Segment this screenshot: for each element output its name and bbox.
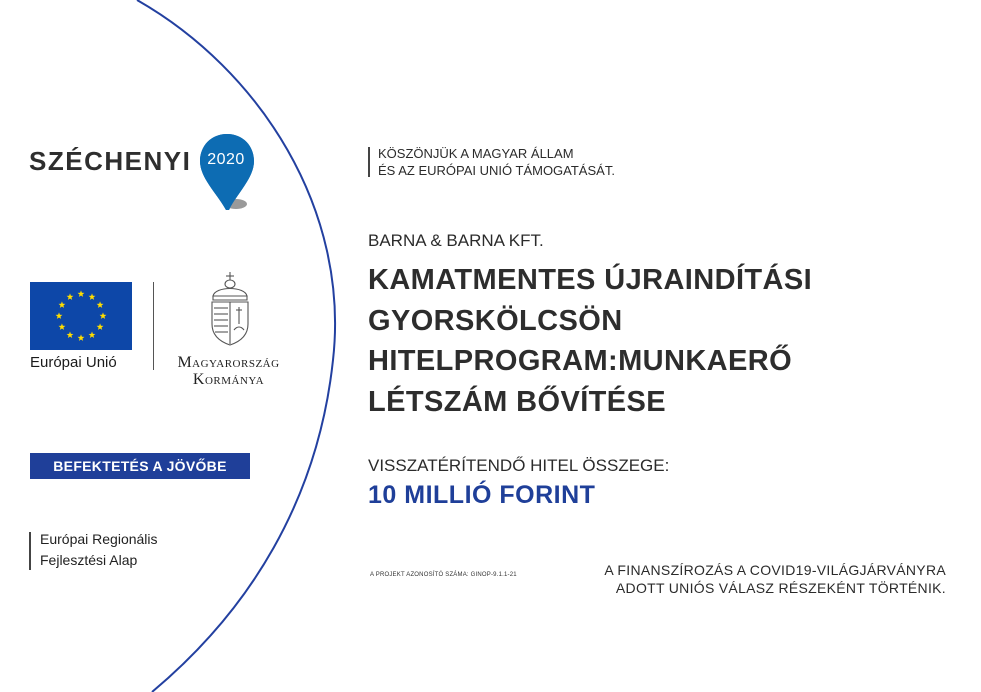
location-pin-icon	[198, 132, 256, 212]
fund-label-line1: Európai Regionális	[40, 531, 158, 547]
thanks-line2: ÉS AZ EURÓPAI UNIÓ TÁMOGATÁSÁT.	[378, 163, 615, 178]
eu-star	[67, 331, 74, 338]
project-title	[368, 260, 928, 422]
loan-amount-label: VISSZATÉRÍTENDŐ HITEL ÖSSZEGE:	[368, 456, 670, 475]
eu-star	[67, 293, 74, 300]
invest-future-badge: BEFEKTETÉS A JÖVŐBE	[30, 453, 250, 479]
funding-note-line1: A FINANSZÍROZÁS A COVID19-VILÁGJÁRVÁNYRA	[604, 562, 946, 578]
eu-star	[59, 301, 66, 308]
thanks-divider	[368, 147, 370, 177]
project-title-line: LÉTSZÁM BŐVÍTÉSE	[368, 385, 667, 418]
gov-label-line2: Kormánya	[192, 371, 265, 388]
thanks-line1: KÖSZÖNJÜK A MAGYAR ÁLLAM	[378, 146, 574, 161]
eu-star	[56, 312, 63, 319]
hungarian-coat-of-arms-icon	[205, 272, 255, 346]
project-title-line: HITELPROGRAM:MUNKAERŐ	[368, 345, 793, 377]
fund-label-line2: Fejlesztési Alap	[40, 552, 138, 568]
gov-label-line1: Magyarország	[177, 354, 280, 371]
eu-star	[100, 312, 107, 319]
logo-divider	[153, 282, 154, 370]
eu-star	[97, 323, 104, 330]
eu-star	[78, 290, 85, 297]
company-name: BARNA & BARNA KFT.	[368, 231, 544, 250]
eu-label: Európai Unió	[30, 354, 117, 371]
loan-amount-value: 10 MILLIÓ FORINT	[368, 481, 596, 509]
eu-star	[97, 301, 104, 308]
eu-star	[78, 334, 85, 341]
szechenyi-logo-text: SZÉCHENYI	[29, 146, 192, 176]
project-title-line: GYORSKÖLCSÖN	[368, 304, 623, 337]
project-title-line: KAMATMENTES ÚJRAINDÍTÁSI	[368, 264, 813, 296]
project-id: A PROJEKT AZONOSÍTÓ SZÁMA: GINOP-9.1.1-21	[370, 572, 517, 578]
eu-star	[89, 293, 96, 300]
szechenyi-year: 2020	[207, 151, 245, 168]
fund-divider	[29, 532, 31, 570]
eu-flag-icon	[30, 282, 132, 350]
eu-star	[89, 331, 96, 338]
funding-note-line2: ADOTT UNIÓS VÁLASZ RÉSZEKÉNT TÖRTÉNIK.	[615, 580, 946, 596]
eu-star	[59, 323, 66, 330]
